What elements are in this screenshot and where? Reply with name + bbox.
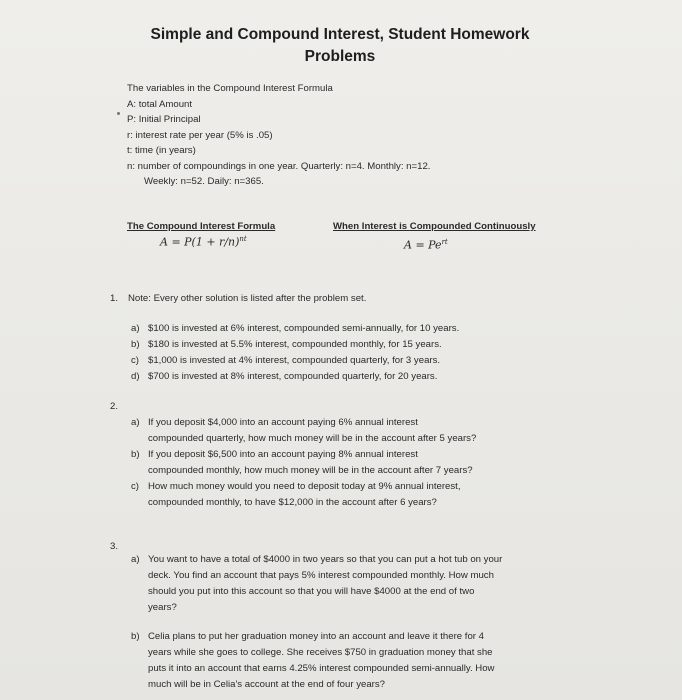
list-item: b) Celia plans to put her graduation money into an account and leave it there for 4 years while she goes to college. She receives $750 in graduation money that she puts it into an account that earns 4.25% interest compounded semi-annually. How much will be in Celia's account at the end of four years? — [131, 631, 495, 690]
compound-formula-label: The Compound Interest Formula — [127, 221, 276, 232]
list-item: b) If you deposit $6,500 into an account paying 8% annual interest compounded monthly, how much money will be in the account after 7 years? — [131, 449, 473, 476]
variable-p: P: Initial Principal — [127, 114, 201, 125]
problem-2-number: 2. — [110, 401, 119, 412]
variables-heading: The variables in the Compound Interest Formula — [127, 83, 333, 94]
list-item: b) $180 is invested at 5.5% interest, compounded monthly, for 15 years. — [131, 339, 442, 350]
bullet-dot — [117, 112, 120, 115]
list-item: c) How much money would you need to deposit today at 9% annual interest, compounded monthly, to have $12,000 in the account after 6 years? — [131, 481, 461, 508]
list-item: c) $1,000 is invested at 4% interest, compounded quarterly, for 3 years. — [131, 355, 441, 366]
list-item: a) $100 is invested at 6% interest, compounded semi-annually, for 10 years. — [131, 323, 460, 334]
problem-1-number: 1. — [110, 293, 119, 304]
title-line-1: Simple and Compound Interest, Student Homework — [150, 26, 530, 43]
problem-2-list — [131, 415, 476, 511]
variable-n-extra: Weekly: n=52. Daily: n=365. — [144, 176, 264, 187]
continuous-formula-label: When Interest is Compounded Continuously — [333, 221, 536, 232]
continuous-formula: $A = Pe^{rt}$ — [404, 238, 448, 252]
problem-3-list — [131, 552, 502, 693]
variable-a: A: total Amount — [127, 98, 193, 110]
list-item: d) $700 is invested at 8% interest, compounded quarterly, for 20 years. — [131, 371, 438, 382]
list-item: a) If you deposit $4,000 into an account paying 6% annual interest compounded quarterly, how much money will be in the account after 5 years? — [131, 417, 477, 444]
list-item: a) You want to have a total of $4000 in two years so that you can put a hot tub on your deck. You find an account that pays 5% interest compounded monthly. How much should you put into this account so that you will have $4000 at the end of two years? — [131, 554, 503, 613]
variables-block — [127, 81, 430, 190]
page-title — [140, 24, 540, 68]
variable-t: t: time (in years) — [127, 145, 196, 156]
problem-1-note: Note: Every other solution is listed after the problem set. — [128, 293, 367, 304]
variable-r: r: interest rate per year (5% is .05) — [127, 129, 273, 141]
variable-n: n: number of compoundings in one year. Quarterly: n=4. Monthly: n=12. — [127, 160, 431, 172]
compound-formula: $A = P(1 + r/n)^{nt}$ — [160, 235, 247, 249]
problem-3-number: 3. — [110, 541, 119, 552]
title-line-2: Problems — [304, 48, 376, 65]
problem-1-list — [131, 321, 459, 385]
